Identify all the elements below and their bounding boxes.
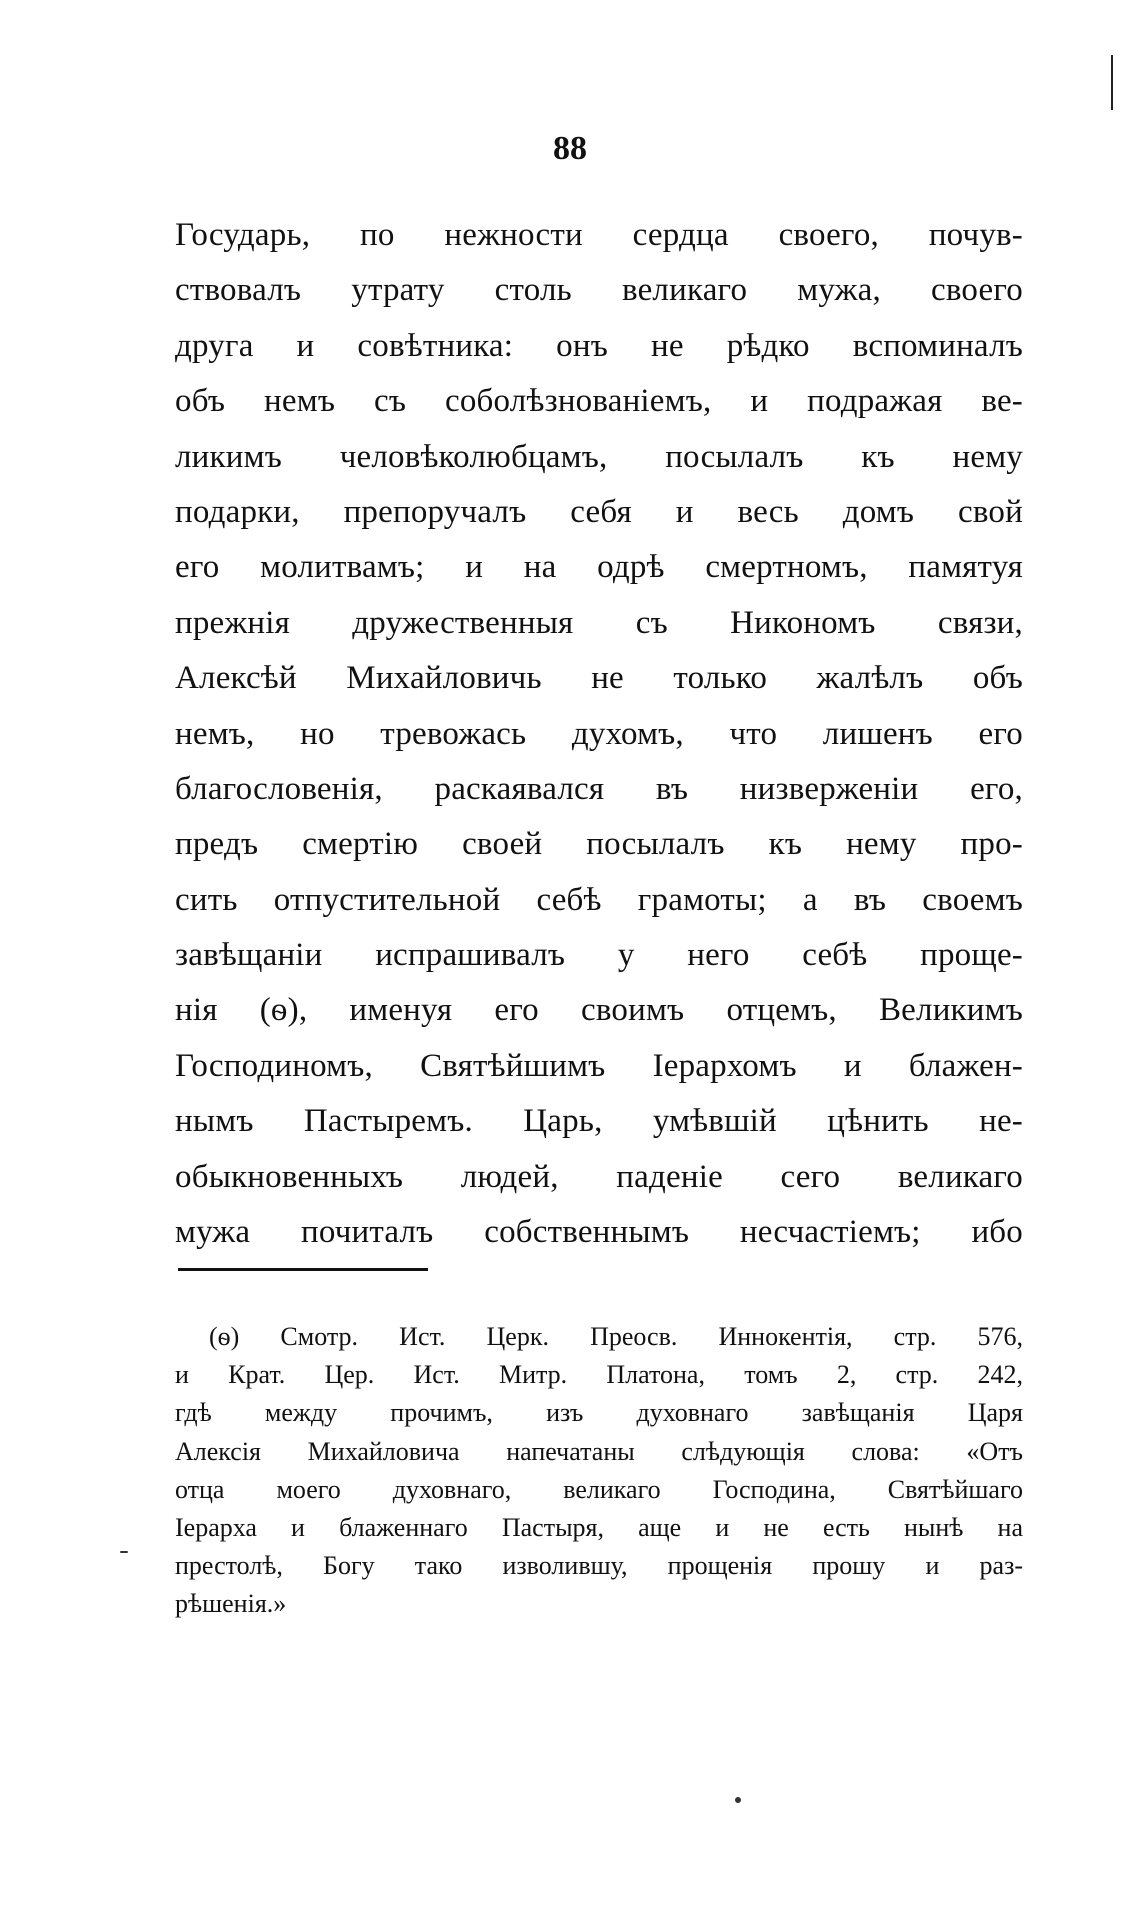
scan-speck xyxy=(735,1797,741,1803)
text-line: мужа почиталъ собственнымъ несчастіемъ; ибо xyxy=(175,1214,1023,1251)
footnote-line: отца моего духовнаго, великаго Господина, Святѣйшаго xyxy=(175,1474,1023,1504)
footnote-line: престолѣ, Богу тако изволившу, прощенія прошу и раз- xyxy=(175,1551,1023,1581)
scan-speck xyxy=(120,1551,128,1553)
text-line: прежнія дружественныя съ Никономъ связи, xyxy=(175,604,1023,641)
main-text xyxy=(175,208,1023,1260)
text-line: Господиномъ, Святѣйшимъ Іерархомъ и блажен- xyxy=(175,1047,1023,1084)
text-line: обыкновенныхъ людей, паденіе сего великаго xyxy=(175,1158,1023,1195)
footnote-line: Іерарха и блаженнаго Пастыря, аще и не есть нынѣ на xyxy=(175,1512,1023,1542)
footnote-divider xyxy=(178,1268,428,1271)
scan-edge-mark xyxy=(1111,55,1113,110)
footnote-line: Алексія Михайловича напечатаны слѣдующія слова: «Отъ xyxy=(175,1436,1023,1466)
text-line: нымъ Пастыремъ. Царь, умѣвшій цѣнить не- xyxy=(175,1103,1023,1140)
text-line: немъ, но тревожась духомъ, что лишенъ его xyxy=(175,715,1023,752)
footnote xyxy=(175,1318,1023,1624)
text-line: Государь, по нежности сердца своего, почув- xyxy=(175,217,1023,253)
footnote-line: гдѣ между прочимъ, изъ духовнаго завѣщанія Царя xyxy=(175,1398,1023,1428)
text-line: благословенія, раскаявался въ низверженіи его, xyxy=(175,770,1023,807)
footnote-line: и Крат. Цер. Ист. Митр. Платона, томъ 2, стр. 242, xyxy=(175,1360,1023,1390)
text-line: подарки, препоручалъ себя и весь домъ свой xyxy=(175,493,1023,530)
text-line: объ немъ съ соболѣзнованіемъ, и подражая ве- xyxy=(175,383,1023,420)
footnote-line: (ѳ) Смотр. Ист. Церк. Преосв. Иннокентія, стр. 576, xyxy=(209,1322,1023,1351)
text-line: предъ смертію своей посылалъ къ нему про- xyxy=(175,826,1023,863)
text-line: Алексѣй Михайловичь не только жалѣлъ объ xyxy=(175,660,1023,697)
footnote-line: рѣшенія.» xyxy=(175,1589,287,1619)
text-line: его молитвамъ; и на одрѣ смертномъ, памятуя xyxy=(175,549,1023,586)
text-line: завѣщаніи испрашивалъ у него себѣ проще- xyxy=(175,937,1023,974)
text-line: ствовалъ утрату столь великаго мужа, своего xyxy=(175,272,1023,309)
page-number: 88 xyxy=(553,130,587,167)
text-line: ликимъ человѣколюбцамъ, посылалъ къ нему xyxy=(175,438,1023,475)
text-line: сить отпустительной себѣ грамоты; а въ своемъ xyxy=(175,881,1023,918)
text-line: нія (ѳ), именуя его своимъ отцемъ, Великимъ xyxy=(175,992,1023,1029)
text-line: друга и совѣтника: онъ не рѣдко вспоминалъ xyxy=(175,327,1023,364)
